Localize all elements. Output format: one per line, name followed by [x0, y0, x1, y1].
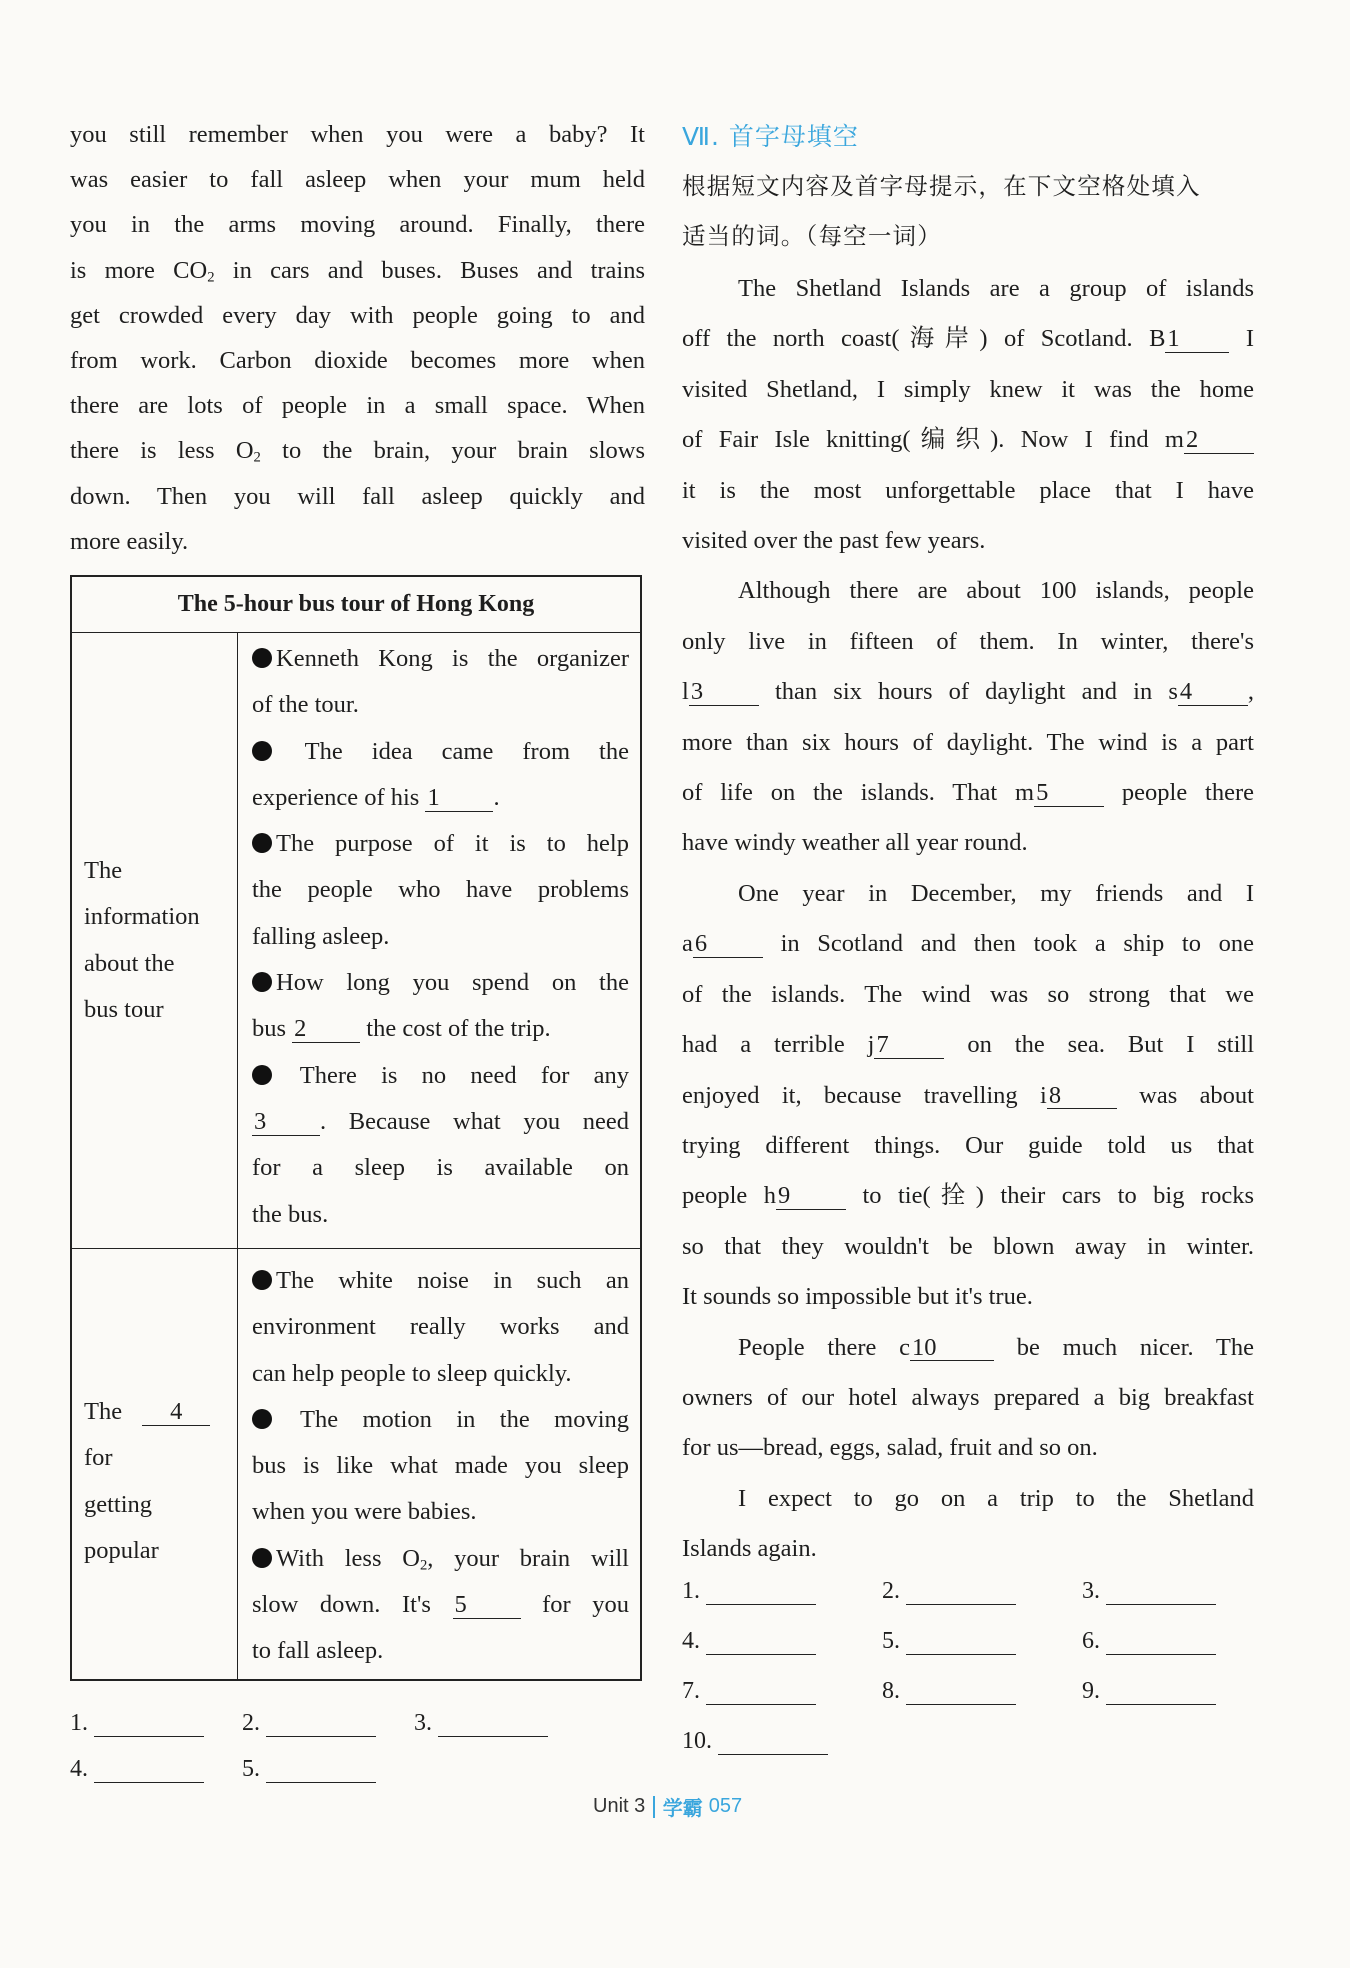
label-line	[84, 1389, 234, 1435]
bus-tour-table	[70, 575, 642, 1681]
answer-slot-3[interactable]	[1082, 1578, 1216, 1605]
text-run: I	[1245, 325, 1255, 353]
left-answer-area	[70, 1710, 645, 1810]
passage-line	[682, 667, 1254, 717]
label-line: information	[84, 903, 200, 931]
answer-blank-3[interactable]: 3	[252, 1109, 320, 1136]
bullet-icon	[252, 1409, 272, 1429]
answer-slot-5[interactable]	[242, 1756, 376, 1783]
passage-line: it is the most unforgettable place that I have	[682, 476, 1254, 504]
text-run: is more CO	[70, 256, 208, 284]
answer-slot-3[interactable]	[414, 1710, 548, 1737]
answer-blank-7[interactable]: 7	[874, 1032, 944, 1059]
answer-blank-9[interactable]: 9	[776, 1183, 846, 1210]
section-instruction	[682, 161, 1254, 261]
passage-line: have windy weather all year round.	[682, 829, 1028, 857]
bullet-icon	[252, 1065, 272, 1085]
row-content-information	[252, 636, 629, 1238]
passage-line	[682, 314, 1254, 364]
passage-line	[682, 768, 1254, 818]
answer-number: 5.	[242, 1756, 260, 1782]
passage-line: owners of our hotel always prepared a big breakfast	[682, 1383, 1254, 1411]
passage-continuation	[70, 112, 645, 564]
answer-line[interactable]	[94, 1710, 204, 1737]
answer-blank-5[interactable]: 5	[1034, 780, 1104, 807]
answer-line[interactable]	[266, 1710, 376, 1737]
label-line: for	[84, 1444, 113, 1472]
footer-divider	[653, 1796, 655, 1818]
answer-blank-10[interactable]: 10	[910, 1335, 994, 1362]
text-run: had a terrible j	[682, 1031, 875, 1059]
passage-line: trying different things. Our guide told us that	[682, 1131, 1254, 1159]
text-run: on the sea. But I still	[967, 1031, 1255, 1059]
text-run: a	[682, 930, 693, 958]
bullet-line	[252, 1536, 629, 1582]
answer-slot-1[interactable]	[70, 1710, 204, 1737]
text-run: there is less O	[70, 437, 254, 465]
answer-slot-2[interactable]	[882, 1578, 1016, 1605]
answer-slot-1[interactable]	[682, 1578, 816, 1605]
text-run: The purpose of it is to help	[276, 830, 629, 858]
text-run: in cars and buses. Buses and trains	[214, 256, 646, 284]
answer-blank-4[interactable]: 4	[1178, 679, 1248, 706]
answer-number: 6.	[1082, 1628, 1100, 1654]
bullet-line: the people who have problems	[252, 876, 629, 904]
passage-line	[682, 1171, 1254, 1221]
text-run: to the brain, your brain slows	[260, 437, 645, 465]
passage-line: I expect to go on a trip to the Shetland	[738, 1484, 1254, 1512]
answer-number: 10.	[682, 1728, 712, 1754]
table-title: The 5-hour bus tour of Hong Kong	[72, 577, 640, 633]
text-run: than six hours of daylight and in s	[774, 678, 1178, 706]
text-run: The white noise in such an	[276, 1267, 629, 1294]
answer-slot-6[interactable]	[1082, 1628, 1216, 1655]
text-run: The motion in the moving	[299, 1405, 629, 1433]
passage-line: from work. Carbon dioxide becomes more when	[70, 347, 645, 375]
passage-line: One year in December, my friends and I	[738, 879, 1254, 907]
passage-line	[682, 1323, 1254, 1373]
text-run: There is no need for any	[299, 1061, 630, 1089]
bullet-line: environment really works and	[252, 1313, 629, 1341]
bullet-line	[252, 1258, 629, 1304]
passage-line: It sounds so impossible but it's true.	[682, 1283, 1033, 1311]
bullet-line	[252, 821, 629, 867]
answer-slot-9[interactable]	[1082, 1678, 1216, 1705]
answer-slot-4[interactable]	[70, 1756, 204, 1783]
bullet-line	[252, 775, 629, 821]
section-heading: Ⅶ. 首字母填空	[682, 122, 859, 151]
answer-blank-1[interactable]: 1	[1165, 326, 1229, 353]
text-run: enjoyed it, because travelling i	[682, 1081, 1047, 1109]
answer-slot-7[interactable]	[682, 1678, 816, 1705]
bullet-line: falling asleep.	[252, 922, 390, 950]
row-content-reasons	[252, 1258, 629, 1675]
bullet-line: the bus.	[252, 1200, 329, 1228]
bullet-line	[252, 1397, 629, 1443]
right-answer-area	[682, 1578, 1254, 1778]
answer-number: 7.	[682, 1678, 700, 1704]
subscript: 2	[419, 1557, 428, 1574]
bullet-icon	[252, 741, 272, 761]
bullet-line: of the tour.	[252, 691, 359, 719]
passage-line: there are lots of people in a small space. When	[70, 392, 645, 420]
answer-line[interactable]	[1106, 1628, 1216, 1655]
answer-blank-6[interactable]: 6	[693, 931, 763, 958]
answer-number: 2.	[882, 1578, 900, 1604]
answer-line[interactable]	[1106, 1578, 1216, 1605]
answer-line[interactable]	[706, 1578, 816, 1605]
bullet-icon	[252, 833, 272, 853]
answer-line[interactable]	[266, 1756, 376, 1783]
text-run: in Scotland and then took a ship to one	[780, 930, 1255, 958]
answer-line[interactable]	[438, 1710, 548, 1737]
text-run: people h	[682, 1182, 777, 1210]
passage-line: only live in fifteen of them. In winter, there's	[682, 627, 1254, 655]
text-run: off the north coast(海岸) of Scotland. B	[682, 325, 1166, 353]
bullet-line	[252, 729, 629, 775]
passage-line: more easily.	[70, 527, 189, 555]
passage-line: so that they wouldn't be blown away in winter.	[682, 1232, 1254, 1260]
answer-blank-4[interactable]: 4	[142, 1399, 210, 1426]
shetland-passage	[682, 264, 1254, 1575]
table-divider	[72, 1248, 640, 1249]
answer-blank-1[interactable]: 1	[425, 785, 493, 812]
text-run: people there	[1121, 779, 1254, 807]
label-line: popular	[84, 1536, 159, 1564]
text-run: for you	[542, 1591, 629, 1619]
answer-blank-2[interactable]: 2	[1184, 427, 1254, 454]
page-number: 057	[708, 1795, 743, 1817]
answer-slot-4[interactable]	[682, 1628, 816, 1655]
text-run: was about	[1139, 1081, 1254, 1109]
passage-line: for us—bread, eggs, salad, fruit and so on.	[682, 1434, 1098, 1462]
text-run: slow down. It's	[252, 1591, 431, 1619]
answer-blank-3[interactable]: 3	[689, 679, 759, 706]
subscript: 2	[253, 450, 261, 467]
text-run: The idea came from the	[304, 737, 629, 765]
answer-slot-8[interactable]	[882, 1678, 1016, 1705]
bullet-icon	[252, 648, 272, 668]
answer-slot-2[interactable]	[242, 1710, 376, 1737]
bullet-line	[252, 1099, 629, 1145]
passage-line: you in the arms moving around. Finally, there	[70, 211, 645, 239]
answer-slot-10[interactable]	[682, 1728, 828, 1755]
passage-line: was easier to fall asleep when your mum held	[70, 166, 645, 194]
brand-label: 学霸	[662, 1796, 703, 1820]
answer-line[interactable]	[706, 1678, 816, 1705]
subscript: 2	[207, 269, 215, 286]
text-run: ,	[1247, 678, 1255, 706]
text-run: the cost of the trip.	[366, 1015, 551, 1043]
passage-line: visited Shetland, I simply knew it was the home	[682, 375, 1254, 403]
answer-line[interactable]	[706, 1628, 816, 1655]
answer-line[interactable]	[906, 1678, 1016, 1705]
text-run: How long you spend on the	[276, 969, 629, 997]
answer-number: 5.	[882, 1628, 900, 1654]
answer-number: 4.	[682, 1628, 700, 1654]
label-line: The	[84, 857, 123, 884]
text-run: Kenneth Kong is the organizer	[276, 645, 629, 672]
label-line: bus tour	[84, 995, 164, 1023]
passage-line: more than six hours of daylight. The wind is a part	[682, 728, 1254, 756]
text-run: of Fair Isle knitting(编织). Now I find m	[682, 426, 1184, 454]
answer-line[interactable]	[906, 1628, 1016, 1655]
answer-blank-2[interactable]: 2	[292, 1016, 360, 1043]
passage-line: visited over the past few years.	[682, 527, 986, 555]
label-line: getting	[84, 1490, 153, 1518]
bullet-line: when you were babies.	[252, 1498, 477, 1526]
answer-line[interactable]	[718, 1728, 828, 1755]
passage-line: Islands again.	[682, 1535, 817, 1563]
passage-line: Although there are about 100 islands, people	[738, 577, 1254, 605]
row-label-reasons	[84, 1389, 234, 1574]
text-run: The	[84, 1398, 123, 1425]
bullet-line	[252, 1006, 629, 1052]
text-run: experience of his	[252, 783, 420, 811]
text-run: . Because what you need	[320, 1107, 629, 1135]
label-line: about the	[84, 949, 175, 977]
passage-line: get crowded every day with people going to and	[70, 301, 645, 329]
passage-line	[682, 415, 1254, 465]
passage-line: The Shetland Islands are a group of islands	[738, 275, 1254, 302]
answer-number: 4.	[70, 1756, 88, 1782]
answer-number: 1.	[70, 1710, 88, 1736]
text-run: bus	[252, 1015, 287, 1043]
unit-label: Unit 3	[593, 1795, 646, 1817]
text-run: of life on the islands. That m	[682, 779, 1035, 807]
instruction-line: 适当的词。（每空一词）	[682, 222, 942, 250]
answer-line[interactable]	[94, 1756, 204, 1783]
text-run: l	[682, 678, 689, 706]
bullet-line: for a sleep is available on	[252, 1154, 629, 1182]
answer-line[interactable]	[906, 1578, 1016, 1605]
passage-line: down. Then you will fall asleep quickly and	[70, 482, 645, 510]
passage-line	[682, 1020, 1254, 1070]
passage-line	[70, 248, 645, 293]
bullet-line	[252, 960, 629, 1006]
text-run: People there c	[738, 1333, 911, 1361]
answer-line[interactable]	[1106, 1678, 1216, 1705]
bullet-line: to fall asleep.	[252, 1637, 384, 1665]
answer-blank-8[interactable]: 8	[1047, 1083, 1117, 1110]
answer-number: 2.	[242, 1710, 260, 1736]
passage-line	[682, 1071, 1254, 1121]
answer-number: 1.	[682, 1578, 700, 1604]
text-run: to tie(拴) their cars to big rocks	[862, 1182, 1255, 1210]
answer-number: 9.	[1082, 1678, 1100, 1704]
passage-line: of the islands. The wind was so strong that we	[682, 980, 1254, 1008]
text-run: .	[493, 783, 500, 811]
answer-slot-5[interactable]	[882, 1628, 1016, 1655]
passage-line	[682, 919, 1254, 969]
page-footer	[593, 1792, 742, 1821]
text-run: , your brain will	[427, 1544, 629, 1572]
bullet-icon	[252, 1548, 272, 1568]
table-divider	[237, 632, 238, 1679]
bullet-line: bus is like what made you sleep	[252, 1452, 629, 1480]
bullet-line: can help people to sleep quickly.	[252, 1359, 572, 1387]
answer-blank-5[interactable]: 5	[453, 1592, 521, 1619]
text-run: With less O	[276, 1544, 420, 1572]
bullet-icon	[252, 972, 272, 992]
answer-number: 3.	[1082, 1578, 1100, 1604]
instruction-line: 根据短文内容及首字母提示，在下文空格处填入	[682, 172, 1201, 200]
bullet-line	[252, 636, 629, 682]
passage-line	[70, 428, 645, 473]
bullet-icon	[252, 1270, 272, 1290]
row-label-information	[84, 848, 234, 1033]
answer-number: 8.	[882, 1678, 900, 1704]
bullet-line	[252, 1582, 629, 1628]
text-run: be much nicer. The	[1016, 1333, 1254, 1361]
bullet-line	[252, 1053, 629, 1099]
answer-number: 3.	[414, 1710, 432, 1736]
passage-line: you still remember when you were a baby? It	[70, 121, 645, 148]
